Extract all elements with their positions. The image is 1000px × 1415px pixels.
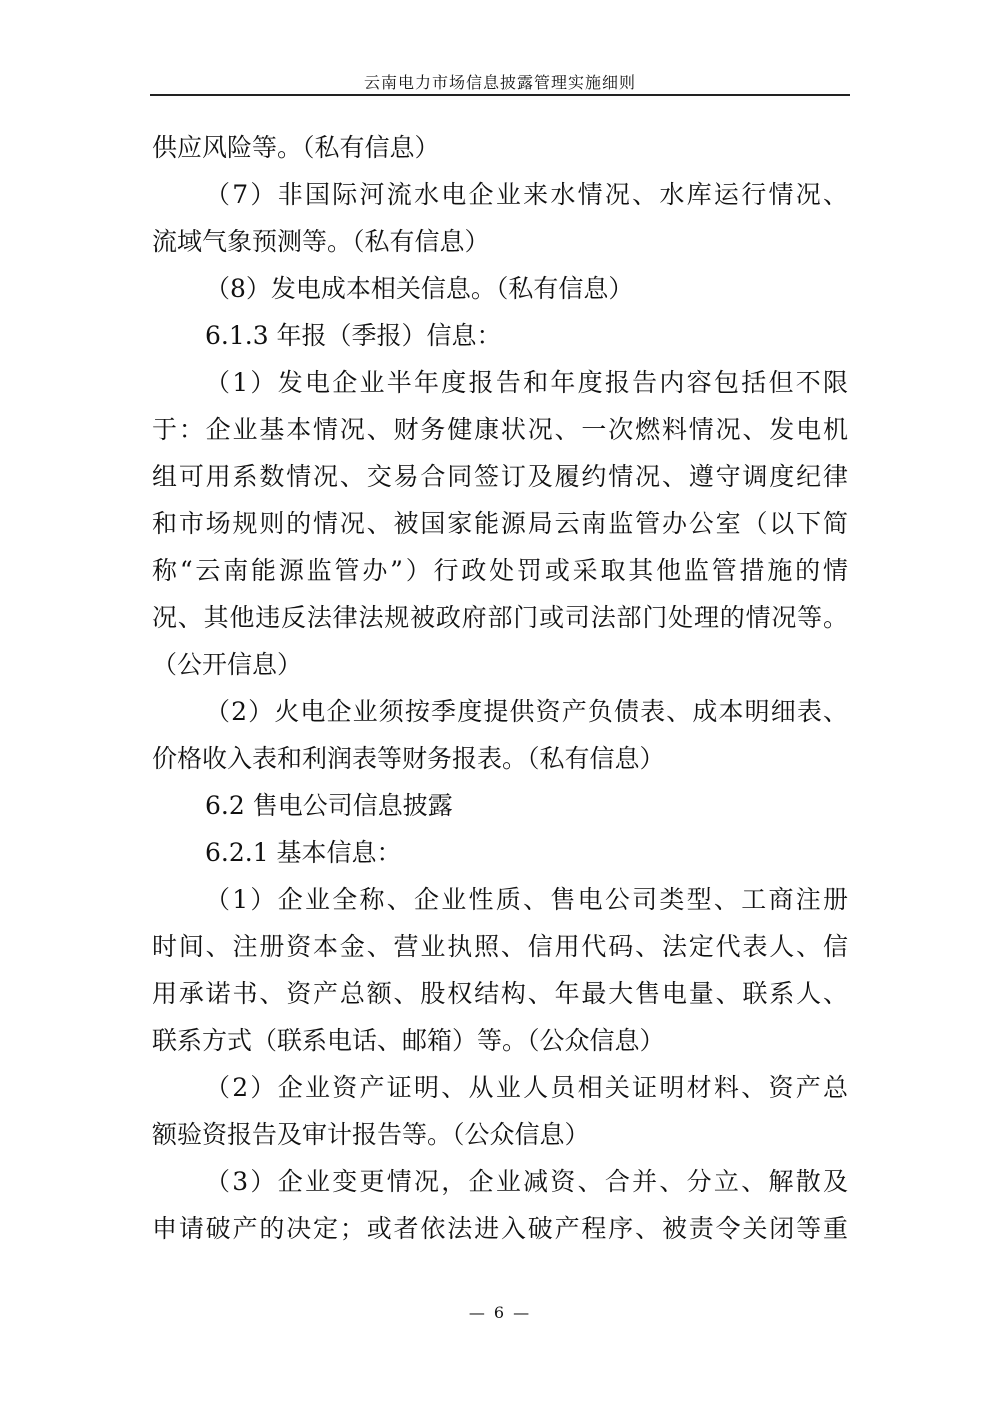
text-line: （3）企业变更情况，企业减资、合并、分立、解散及 [205,1167,848,1196]
body-text [152,124,848,1252]
text-line: 额验资报告及审计报告等。（公众信息） [152,1120,590,1149]
text-line: 组可用系数情况、交易合同签订及履约情况、遵守调度纪律 [152,462,848,491]
text-line: （7）非国际河流水电企业来水情况、水库运行情况、 [205,180,848,209]
text-line: 流域气象预测等。（私有信息） [152,227,490,256]
text-line: 于：企业基本情况、财务健康状况、一次燃料情况、发电机 [152,415,848,444]
text-line: 6.2.1 基本信息： [205,838,402,867]
header-rule [150,94,850,96]
text-line: 时间、注册资本金、营业执照、信用代码、法定代表人、信 [152,932,848,961]
text-line: 供应风险等。（私有信息） [152,133,440,162]
text-line: （公开信息） [152,650,303,679]
text-line: 联系方式（联系电话、邮箱）等。（公众信息） [152,1026,665,1055]
text-line: 称“云南能源监管办”）行政处罚或采取其他监管措施的情 [152,556,848,585]
running-header-title: 云南电力市场信息披露管理实施细则 [363,73,636,92]
text-line: （2）企业资产证明、从业人员相关证明材料、资产总 [205,1073,848,1102]
text-line: （2）火电企业须按季度提供资产负债表、成本明细表、 [205,697,848,726]
text-line: （8）发电成本相关信息。（私有信息） [205,274,634,303]
text-line: 况、其他违反法律法规被政府部门或司法部门处理的情况等。 [152,603,848,632]
text-line: 用承诺书、资产总额、股权结构、年最大售电量、联系人、 [152,979,848,1008]
text-line: （1）企业全称、企业性质、售电公司类型、工商注册 [205,885,848,914]
text-line: 和市场规则的情况、被国家能源局云南监管办公室（以下简 [152,509,848,538]
text-line: 申请破产的决定；或者依法进入破产程序、被责令关闭等重 [152,1214,848,1243]
page-number: — 6 — [468,1303,532,1322]
text-line: 6.2 售电公司信息披露 [205,791,453,820]
text-line: 价格收入表和利润表等财务报表。（私有信息） [152,744,665,773]
text-line: （1）发电企业半年度报告和年度报告内容包括但不限 [205,368,848,397]
text-line: 6.1.3 年报（季报）信息： [205,321,502,350]
